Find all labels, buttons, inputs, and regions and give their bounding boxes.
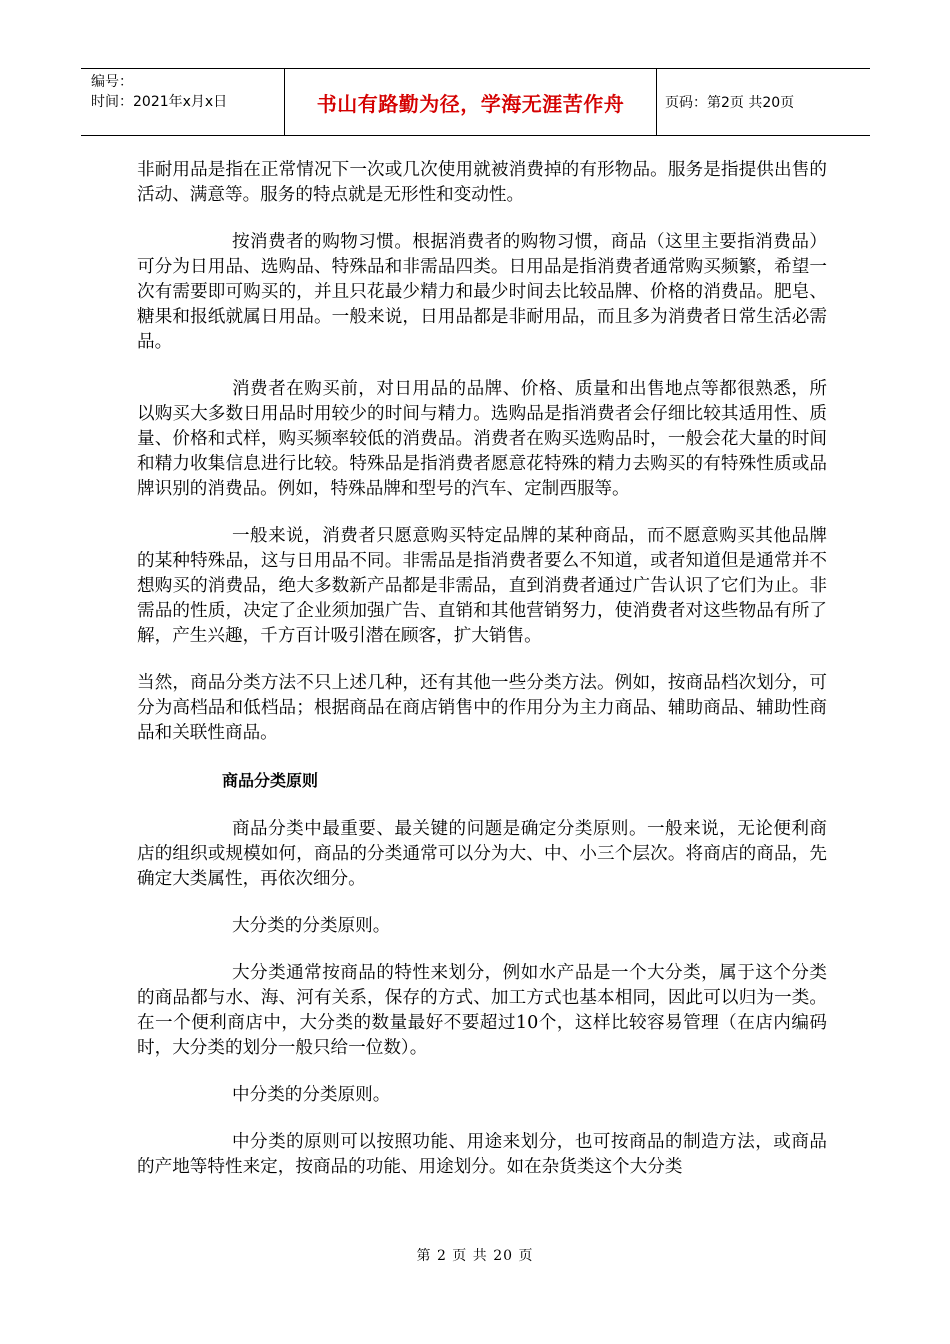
page-footer: 第 2 页 共 20 页 bbox=[416, 1248, 534, 1264]
paragraph: 当然，商品分类方法不只上述几种，还有其他一些分类方法。例如，按商品档次划分，可分为高档品和低档品；根据商品在商店销售中的作用分为主力商品、辅助商品、辅助性商品和关联性商品。 bbox=[137, 673, 827, 743]
date-label: 时间：2021年x月x日 bbox=[91, 94, 228, 110]
paragraph: 消费者在购买前，对日用品的品牌、价格、质量和出售地点等都很熟悉，所以购买大多数日用品时用较少的时间与精力。选购品是指消费者会仔细比较其适用性、质量、价格和式样，购买频率较低的消费品。消费者在购买选购品时，一般会花大量的时间和精力收集信息进行比较。特殊品是指消费者愿意花特殊的精力去购买的有特殊性质或品牌识别的消费品。例如，特殊品牌和型号的汽车、定制西服等。 bbox=[137, 379, 827, 499]
document-header bbox=[81, 68, 870, 136]
paragraph: 大分类通常按商品的特性来划分，例如水产品是一个大分类，属于这个分类的商品都与水、海、河有关系，保存的方式、加工方式也基本相同，因此可以归为一类。在一个便利商店中，大分类的数量最好不要超过10个，这样比较容易管理（在店内编码时，大分类的划分一般只给一位数）。 bbox=[137, 963, 827, 1058]
document-body bbox=[137, 158, 827, 1202]
paragraph: 一般来说，消费者只愿意购买特定品牌的某种商品，而不愿意购买其他品牌的某种特殊品，这与日用品不同。非需品是指消费者要么不知道，或者知道但是通常并不想购买的消费品，绝大多数新产品都是非需品，直到消费者通过广告认识了它们为止。非需品的性质，决定了企业须加强广告、直销和其他营销努力，使消费者对这些物品有所了解，产生兴趣，千方百计吸引潜在顾客，扩大销售。 bbox=[137, 526, 827, 646]
header-motto: 书山有路勤为径，学海无涯苦作舟 bbox=[285, 69, 657, 135]
paragraph: 中分类的原则可以按照功能、用途来划分，也可按商品的制造方法，或商品的产地等特性来定，按商品的功能、用途划分。如在杂货类这个大分类 bbox=[137, 1132, 827, 1177]
paragraph: 非耐用品是指在正常情况下一次或几次使用就被消费掉的有形物品。服务是指提供出售的活动、满意等。服务的特点就是无形性和变动性。 bbox=[137, 160, 827, 205]
serial-number-label: 编号： bbox=[91, 74, 133, 90]
paragraph: 大分类的分类原则。 bbox=[232, 916, 391, 936]
paragraph: 按消费者的购物习惯。根据消费者的购物习惯，商品（这里主要指消费品）可分为日用品、选购品、特殊品和非需品四类。日用品是指消费者通常购买频繁，希望一次有需要即可购买的，并且只花最少精力和最少时间去比较品牌、价格的消费品。肥皂、糖果和报纸就属日用品。一般来说，日用品都是非耐用品，而且多为消费者日常生活必需品。 bbox=[137, 232, 827, 352]
header-meta-cell bbox=[81, 69, 285, 135]
section-heading: 商品分类原则 bbox=[222, 771, 319, 790]
paragraph: 商品分类中最重要、最关键的问题是确定分类原则。一般来说，无论便利商店的组织或规模如何，商品的分类通常可以分为大、中、小三个层次。将商店的商品，先确定大类属性，再依次细分。 bbox=[137, 819, 827, 889]
header-page-info: 页码：第2页 共20页 bbox=[665, 95, 795, 111]
paragraph: 中分类的分类原则。 bbox=[232, 1085, 391, 1105]
